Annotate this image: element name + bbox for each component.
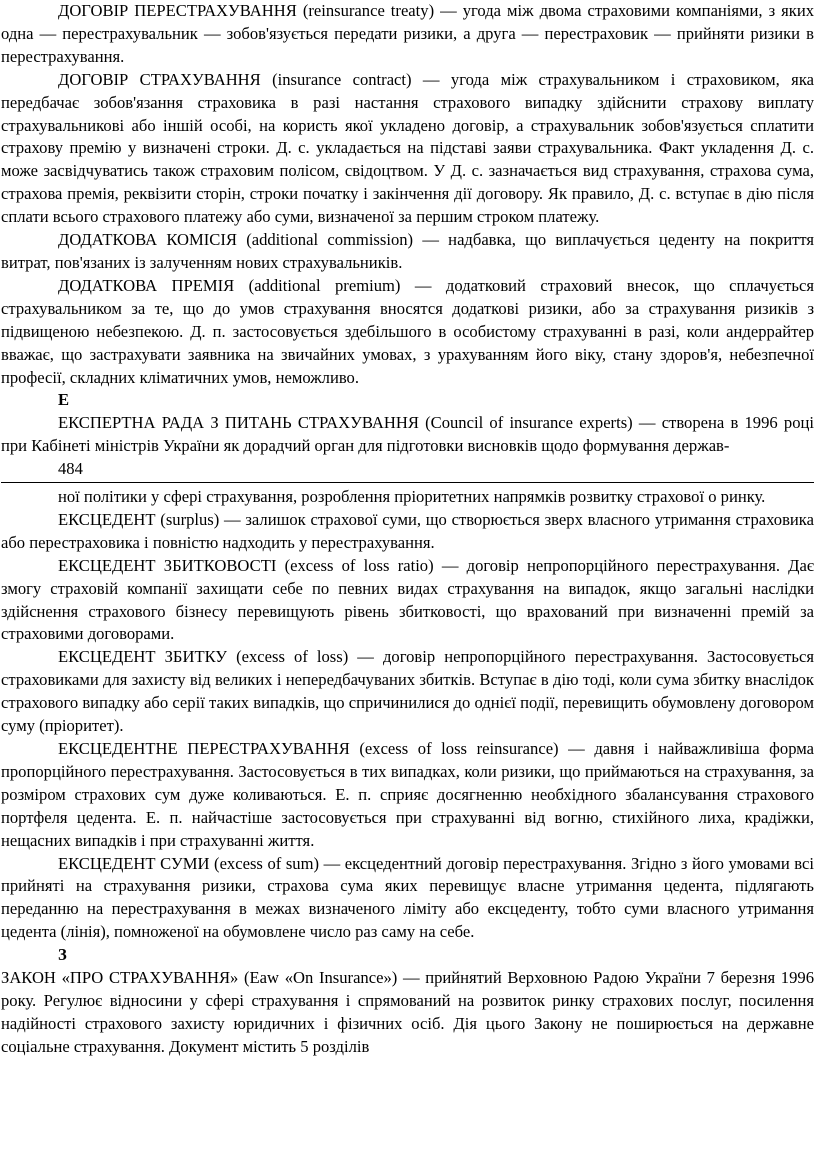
- entry-additional-premium: ДОДАТКОВА ПРЕМІЯ (additional premium) — додатковий страховий внесок, що сплачується страхувальником за те, що до умов страхування вносятся додаткові ризики, або за страхування ризиків з підвищеною небезпекою. Д. п. застосовується здебільшого в особистому страхуванні в разі, коли андеррайтер вважає, що застрахувати заявника на звичайних умовах, з урахуванням його віку, стану здоров'я, небезпечної професії, складних кліматичних умов, неможливо.: [1, 275, 814, 387]
- entry-reinsurance-treaty: ДОГОВІР ПЕРЕСТРАХУВАННЯ (reinsurance treaty) — угода між двома страховими компаніями, з яких одна — перестрахувальник — зобов'язується передати ризики, а друга — перестраховик — прийняти ризики в перестрахування.: [1, 1, 814, 66]
- entry-excess-of-loss-ratio: ЕКСЦЕДЕНТ ЗБИТКОВОСТІ (excess of loss ratio) — договір непропорційного перестрахування. Дає змогу страховій компанії захищати себе по певних видах страхування на випадок, якщо загальні наслідки здійснення страхового бізнесу перевищують рівень збитковості, що врахований при визначенні премій за страховими договорами.: [1, 555, 814, 644]
- entry-insurance-contract: ДОГОВІР СТРАХУВАННЯ (insurance contract) — угода між страхувальником і страховиком, яка передбачає зобов'язання страховика в разі настання страхового випадку здійснити страхову виплату страхувальникові або іншій особі, на користь якої укладено договір, а страхувальник зобов'язується сплатити страхову премію у визначені строки. Д. с. укладається на підставі заяви страхувальника. Факт укладення Д. с. може засвідчуватись також страховим полісом, свідоцтвом. У Д. с. зазначається вид страхування, страхова сума, страхова премія, реквізити сторін, строки початку і закінчення дії договору. Як правило, Д. с. вступає в дію після сплати всього страхового платежу або суми, визначеної за першим строком платежу.: [1, 69, 814, 227]
- bottom-page-section: [1, 486, 814, 1059]
- top-page-section: [1, 0, 814, 481]
- page-number: 484: [58, 459, 83, 479]
- entry-insurance-law: ЗАКОН «ПРО СТРАХУВАННЯ» (Eaw «On Insurance») — прийнятий Верховною Радою України 7 березня 1996 року. Регулює відносини у сфері страхування і спрямований на розвиток ринку страхових послуг, посилення надійності страхового захисту юридичних і фізичних осіб. Дія цього Закону не поширюється на державне соціальне страхування. Документ містить 5 розділів: [1, 968, 814, 1056]
- entry-excess-of-sum: ЕКСЦЕДЕНТ СУМИ (excess of sum) — ексцедентний договір перестрахування. Згідно з його умовами всі прийняті на страхування ризики, страхова сума яких перевищує власне утримання цедента, підлягають переданню на перестрахування в межах визначеного ліміту або ексцеденту, тобто суми власного утримання цедента (лінія), помноженої на обумовлене число раз саму на себе.: [1, 853, 814, 942]
- entry-expert-council: ЕКСПЕРТНА РАДА З ПИТАНЬ СТРАХУВАННЯ (Council of insurance experts) — створена в 1996 році при Кабінеті міністрів України як дорадчий орган для підготовки висновків щодо формування держав-: [1, 413, 814, 456]
- section-letter-z: З: [58, 945, 67, 965]
- entry-surplus: ЕКСЦЕДЕНТ (surplus) — залишок страхової суми, що створюється зверх власного утримання страховика або перестраховика і повністю надходить у перестрахування.: [1, 509, 814, 552]
- entry-additional-commission: ДОДАТКОВА КОМІСІЯ (additional commission) — надбавка, що виплачується цеденту на покриття витрат, пов'язаних із залученням нових страхувальників.: [1, 230, 814, 272]
- page-divider: [1, 482, 814, 483]
- entry-excess-of-loss: ЕКСЦЕДЕНТ ЗБИТКУ (excess of loss) — договір непропорційного перестрахування. Застосовується страховиками для захисту від великих і непередбачуваних збитків. Вступає в дію тоді, коли сума збитку внаслідок страхового випадку або серії таких випадків, що спричинилися до однієї події, перевищить обумовлену договором суму (пріоритет).: [1, 647, 814, 736]
- continuation-text: ної політики у сфері страхування, розроблення пріоритетних напрямків розвитку страхової о ринку.: [58, 487, 766, 507]
- entry-excess-of-loss-reinsurance: ЕКСЦЕДЕНТНЕ ПЕРЕСТРАХУВАННЯ (excess of loss reinsurance) — давня і найважливіша форма пропорційного перестрахування. Застосовується в тих випадках, коли ризики, що приймаються на страхування, за розміром страхових сум дуже коливаються. Е. п. сприяє досягненню необхідного збалансування страхового портфеля цедента. Е. п. найчастіше застосовується при страхуванні від вогню, стихійного лиха, крадіжки, нещасних випадків і при страхуванні життя.: [1, 739, 814, 850]
- section-letter-e: Е: [58, 390, 70, 410]
